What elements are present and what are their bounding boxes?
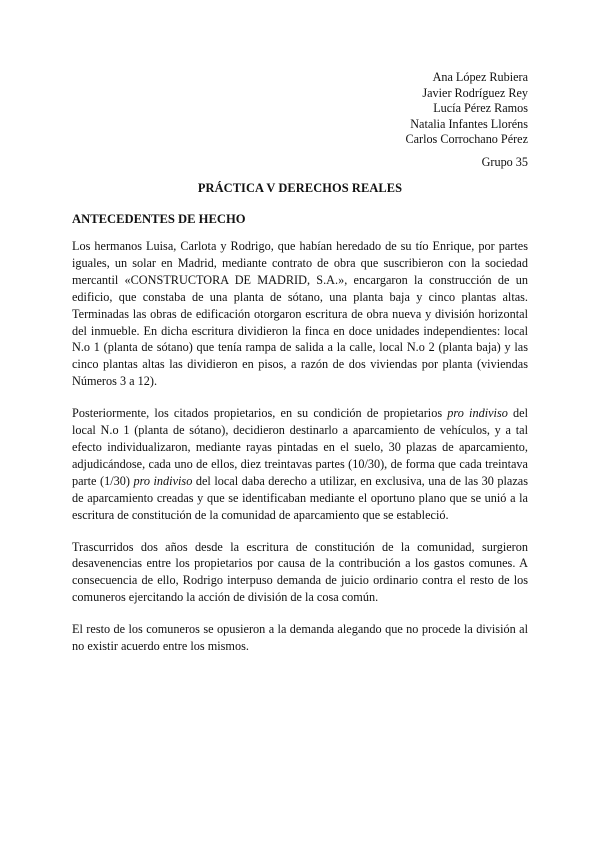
author-name: Natalia Infantes Lloréns [410,116,528,131]
document-title: PRÁCTICA V DERECHOS REALES [197,181,403,195]
paragraph-2-text: del local daba derecho a utilizar, en exclusiva, una de las 30 plazas de aparcamiento creadas y que se identificaban mediante el oportuno plano que se unió a la escritura de constitución de la comunidad de aparcamiento que se estableció. [72,473,528,522]
paragraph-2-italic-term: pro indiviso [133,473,193,488]
author-list [405,70,528,148]
paragraph-1: Los hermanos Luisa, Carlota y Rodrigo, que habían heredado de su tío Enrique, por partes iguales, un solar en Madrid, mediante contrato de obra que suscribieron con la sociedad mercantil «CONSTRUCTORA DE MADRID, S.A.», encargaron la construcción de un edificio, que constaba de una planta de sótano, una planta baja y cinco plantas altas. Terminadas las obras de edificación otorgaron escritura de obra nueva y división horizontal del inmueble. En dicha escritura dividieron la finca en doce unidades independientes: local N.o 1 (planta de sótano) que tenía rampa de salida a la calle, local N.o 2 (planta baja) y las cinco plantas altas las dividieron en pisos, a razón de dos viviendas por planta (viviendas Números 3 a 12). [72,239,528,389]
author-name: Lucía Pérez Ramos [433,101,528,115]
paragraph-2-text: del local N.o 1 (planta de sótano), decidieron destinarlo a aparcamiento de vehículos, y a tal efecto individualizaron, mediante rayas pintadas en el suelo, 30 plazas de aparcamiento, adjudicándose, cada uno de ellos, diez treintavas partes (10/30), de forma que cada treintava parte (1/30) [72,406,528,488]
author-name: Ana López Rubiera [432,70,528,84]
author-name: Javier Rodríguez Rey [422,85,528,100]
document-body [72,238,528,670]
paragraph-3: Trascurridos dos años desde la escritura de constitución de la comunidad, surgieron desavenencias entre los propietarios por causa de la contribución a los gastos comunes. A consecuencia de ello, Rodrigo interpuso demanda de juicio ordinario contra el resto de los comuneros ejercitando la acción de división de la cosa común. [72,539,528,605]
paragraph-2 [72,405,528,523]
author-name: Carlos Corrochano Pérez [405,132,528,146]
section-heading: ANTECEDENTES DE HECHO [72,212,246,226]
paragraph-2-text: Posteriormente, los citados propietarios, en su condición de propietarios [72,406,448,421]
paragraph-2-italic-term: pro indiviso [447,406,508,421]
paragraph-4: El resto de los comuneros se opusieron a la demanda alegando que no procede la división al no existir acuerdo entre los mismos. [72,622,528,654]
group-label: Grupo 35 [481,155,528,169]
